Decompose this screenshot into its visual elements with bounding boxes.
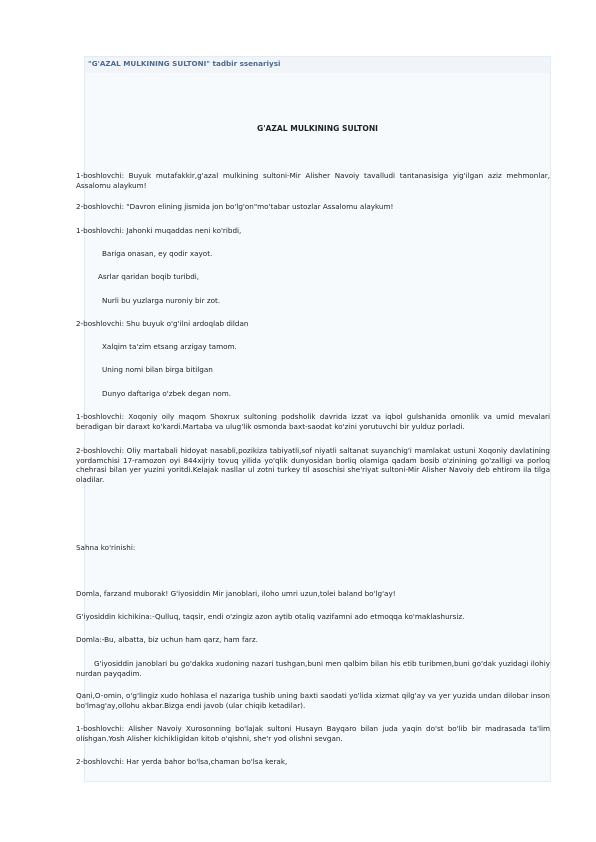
verse-line: Nurli bu yuzlarga nuroniy bir zot.: [102, 296, 221, 305]
paragraph: Domla, farzand muborak! G'iyosiddin Mir janoblari, iloho umri uzun,tolei baland bo'lg'ay!: [76, 589, 396, 598]
paragraph: 2-boshlovchi: Har yerda bahor bo'lsa,chaman bo'lsa kerak,: [76, 757, 288, 766]
verse-line: Dunyo daftariga o'zbek degan nom.: [102, 389, 231, 398]
verse-line: Xalqim ta'zim etsang arzigay tamom.: [102, 342, 237, 351]
paragraph: 2-boshlovchi: "Davron elining jismida jon bo'lg'on"mo'tabar ustozlar Assalomu alaykum!: [76, 202, 394, 211]
paragraph: Qani,O-omin, o'g'lingiz xudo hohlasa el nazariga tushib uning baxti saodati yo'lida xizmat qilg'ay va yer yuzida undan dilobar inson bo'lmag'ay,ollohu akbar.Bizga endi javob (ular chiqib ketadilar).: [76, 691, 550, 710]
paragraph: 1-boshlovchi: Jahonki muqaddas neni ko'ribdi,: [76, 226, 242, 235]
verse-line: Bariga onasan, ey qodir xayot.: [102, 249, 213, 258]
paragraph: 1-boshlovchi: Xoqoniy oily maqom Shoxrux sultoning podsholik davrida izzat va iqbol gulshanida omonlik va umid mevalari beradigan bir daraxt ko'kardi.Martaba va ulug'lik osmonda baxt-saodat ko'zini yorutuvchi bir yulduz porladi.: [76, 412, 550, 431]
paragraph: G'iyosiddin janoblari bu go'dakka xudoning nazari tushgan,buni men qalbim bilan his etib turibmen,buni go'dak yuzidagi ilohiy nurdan payqadim.: [76, 659, 550, 678]
paragraph: Domla:-Bu, albatta, biz uchun ham qarz, ham farz.: [76, 635, 258, 644]
paragraph: 2-boshlovchi: Shu buyuk o'g'ilni ardoqlab dildan: [76, 319, 249, 328]
paragraph: 1-boshlovchi: Alisher Navoiy Xurosonning bo'lajak sultoni Husayn Bayqaro bilan juda yaqin do'st bo'lib bir madrasada ta'lim olishgan.Yosh Alisher kichikligidan kitob o'qishni, she'r yod olishni sevgan.: [76, 724, 550, 743]
running-head: "G'AZAL MULKINING SULTONI" tadbir ssenariysi: [88, 59, 281, 68]
verse-line: Asrlar qaridan boqib turibdi,: [98, 272, 200, 281]
document-title: G'AZAL MULKINING SULTONI: [256, 124, 379, 133]
scene-heading: Sahna ko'rinishi:: [76, 543, 136, 552]
paragraph: 2-boshlovchi: Oliy martabali hidoyat nasabli,pozikiza tabiyatli,sof niyatli saltanat suyanchig'i mamlakat ustuni Xoqoniy davlatining yordamchisi 17-ramozon oyi 844xijriy tovuq yilida yo'qlik dunyosidan borliq olamiga qadam bosib o'zinining go'zalligi va porloq chehrasi bilan yer yuzini yoritdi.Kelajak nasllar ul zotni turkey til asoschisi she'riyat sultoni-Mir Alisher Navoiy deb ehtirom ila tilga oladilar.: [76, 446, 550, 484]
paragraph: 1-boshlovchi: Buyuk mutafakkir,g'azal mulkining sultoni-Mir Alisher Navoiy tavalludi tantanasisiga yig'ilgan aziz mehmonlar, Assalomu alaykum!: [76, 171, 550, 190]
paragraph: G'iyosiddin kichikina:-Qulluq, taqsir, endi o'zingiz azon aytib otaliq vazifamni ado etmoqqa ko'maklashursiz.: [76, 612, 465, 621]
verse-line: Uning nomi bilan birga bitilgan: [102, 365, 213, 374]
